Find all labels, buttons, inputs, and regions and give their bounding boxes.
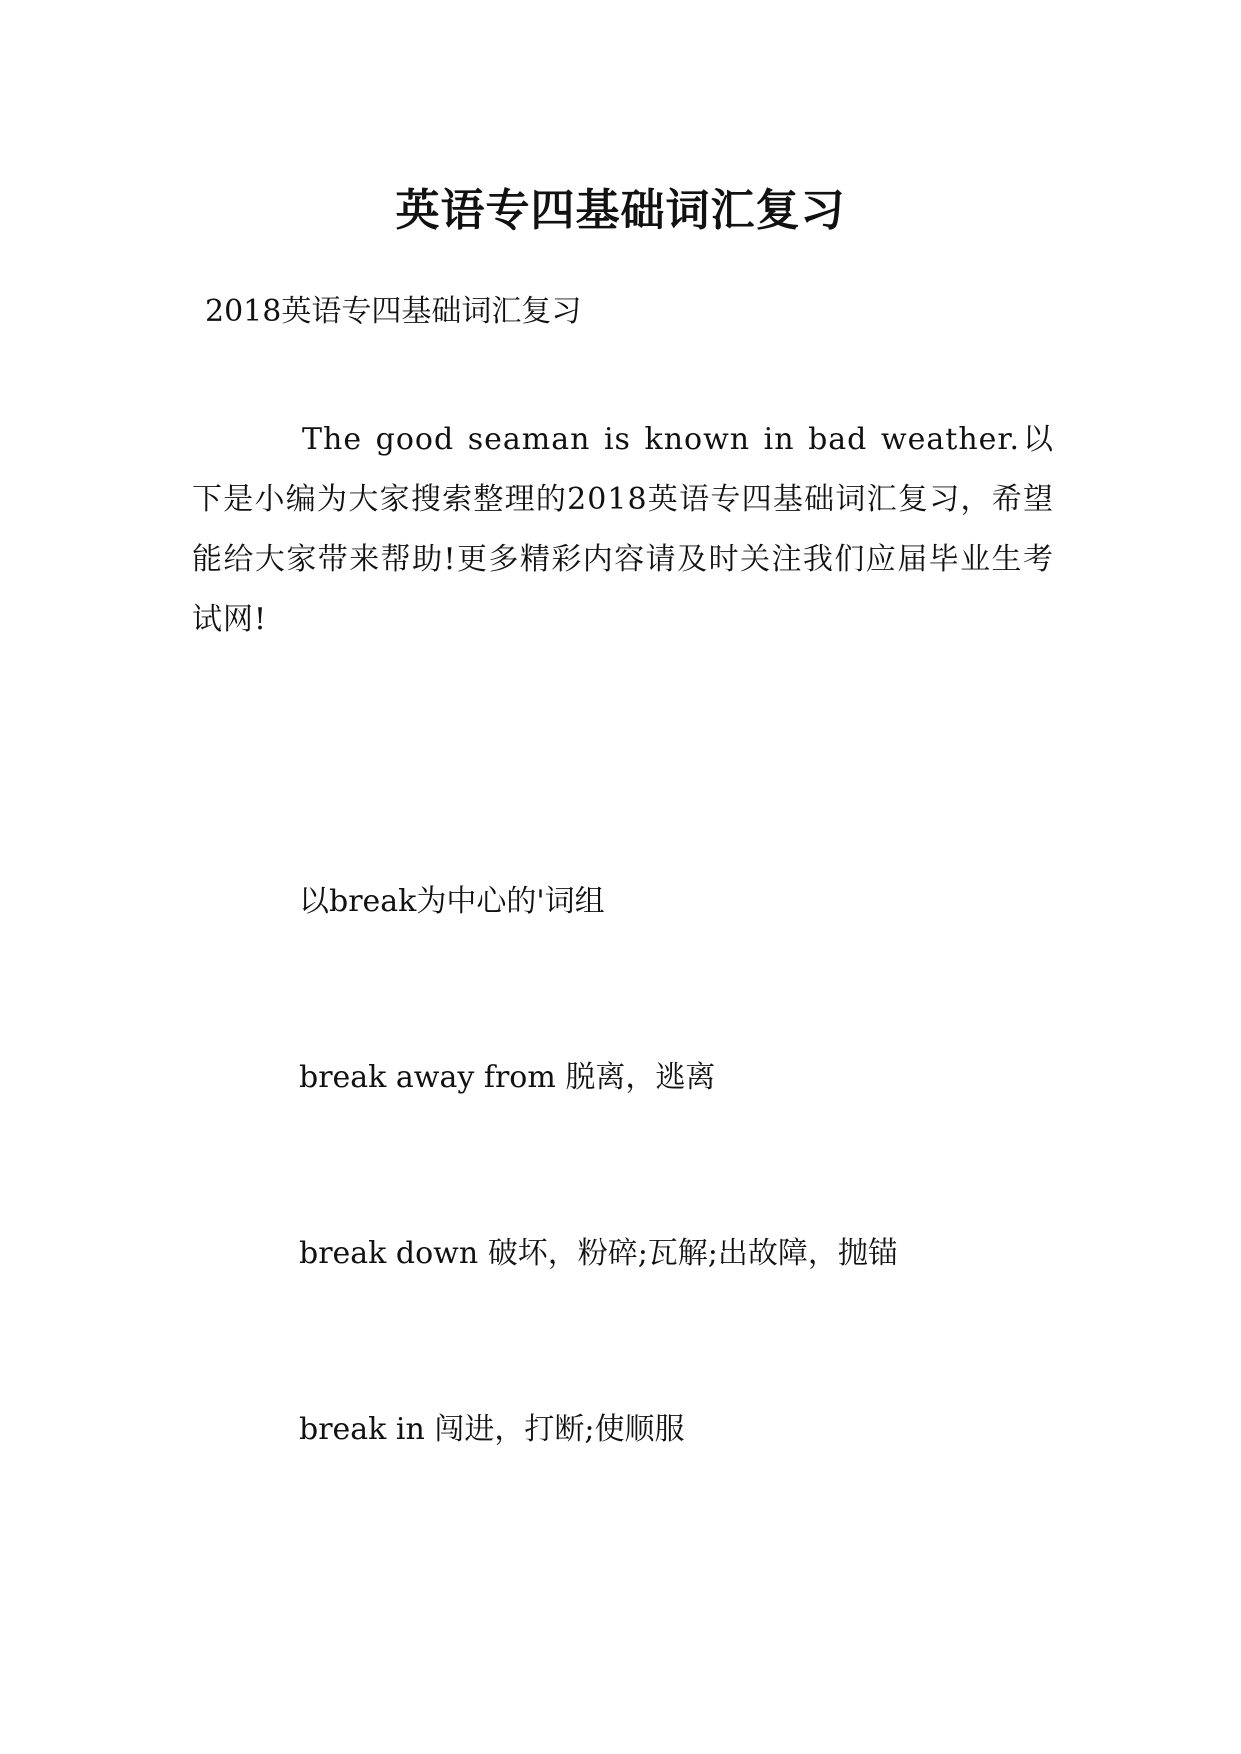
document-title: 英语专四基础词汇复习 bbox=[395, 185, 846, 237]
vocab-entry-break-down: break down 破坏，粉碎;瓦解;出故障，抛锚 bbox=[299, 1236, 898, 1271]
document-subtitle: 2018英语专四基础词汇复习 bbox=[205, 294, 582, 329]
intro-paragraph: The good seaman is known in bad weather.以下是小编为大家搜索整理的2018英语专四基础词汇复习，希望能给大家带来帮助!更多精彩内容请及时关注我们应届毕业生考试网! bbox=[192, 422, 1054, 637]
section-heading-break-phrases: 以break为中心的'词组 bbox=[299, 884, 605, 919]
vocab-entry-break-away-from: break away from 脱离，逃离 bbox=[299, 1060, 716, 1095]
vocab-entry-break-in: break in 闯进，打断;使顺服 bbox=[299, 1412, 685, 1447]
